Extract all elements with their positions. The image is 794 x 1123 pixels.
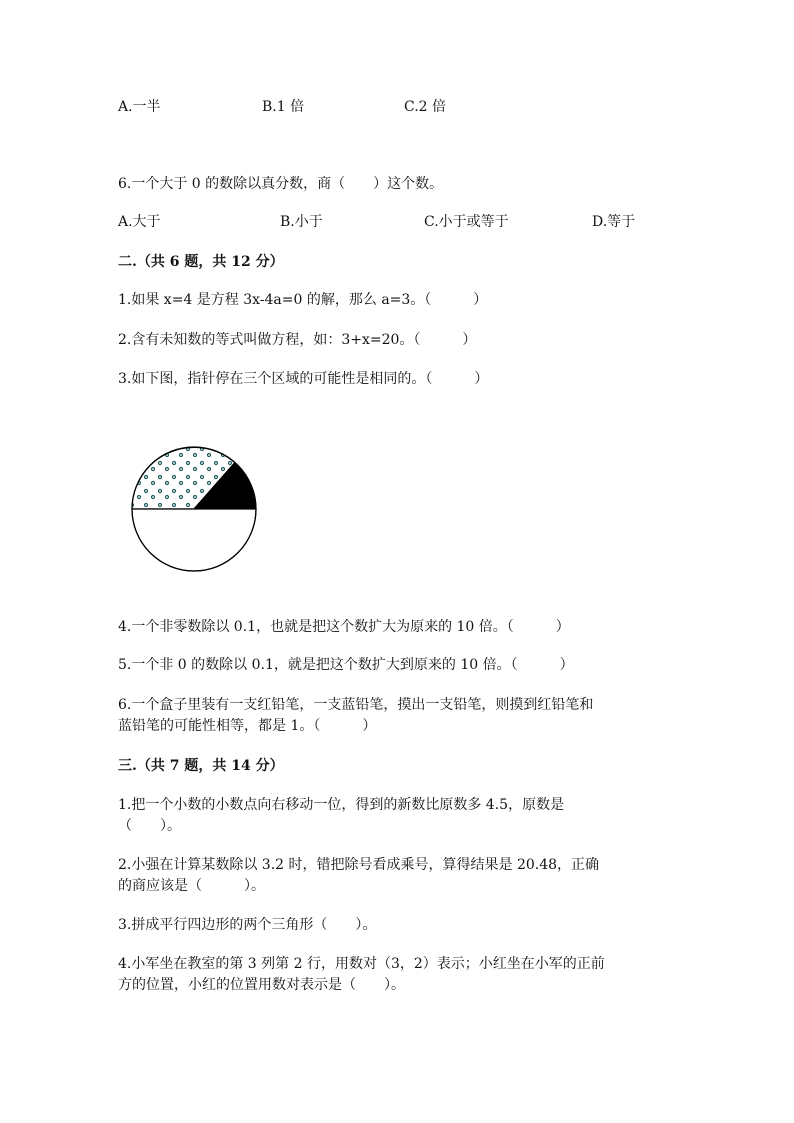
question-6: 6.一个大于 0 的数除以真分数，商（ ）这个数。	[118, 176, 444, 192]
s3-question-4-line-2: 方的位置，小红的位置用数对表示是（ ）。	[118, 977, 405, 993]
s2-question-4: 4.一个非零数除以 0.1，也就是把这个数扩大为原来的 10 倍。（ ）	[118, 619, 570, 635]
s3-question-2-line-1: 2.小强在计算某数除以 3.2 时，错把除号看成乘号，算得结果是 20.48，正确	[118, 857, 600, 873]
s2-question-1: 1.如果 x=4 是方程 3x-4a=0 的解，那么 a=3。（ ）	[118, 292, 488, 308]
q6-option-a: A.大于	[118, 214, 161, 230]
q6-option-d: D.等于	[592, 214, 636, 230]
option-a: A.一半	[118, 99, 161, 115]
s2-question-6-line-1: 6.一个盒子里装有一支红铅笔，一支蓝铅笔，摸出一支铅笔，则摸到红铅笔和	[118, 697, 594, 713]
white-half	[132, 509, 256, 571]
s3-question-2-line-2: 的商应该是（ ）。	[118, 878, 265, 894]
section-2-title: 二.（共 6 题，共 12 分）	[118, 254, 284, 270]
s2-question-2: 2.含有未知数的等式叫做方程，如：3+x=20。（ ）	[118, 332, 477, 348]
s3-question-1-line-1: 1.把一个小数的小数点向右移动一位，得到的新数比原数多 4.5，原数是	[118, 797, 565, 813]
s3-question-4-line-1: 4.小军坐在教室的第 3 列第 2 行，用数对（3，2）表示；小红坐在小军的正前	[118, 956, 605, 972]
spinner-pie-figure	[128, 445, 260, 577]
s2-question-5: 5.一个非 0 的数除以 0.1，就是把这个数扩大到原来的 10 倍。（ ）	[118, 657, 574, 673]
s2-question-6-line-2: 蓝铅笔的可能性相等，都是 1。（ ）	[118, 718, 377, 734]
q6-option-b: B.小于	[280, 214, 323, 230]
section-3-title: 三.（共 7 题，共 14 分）	[118, 758, 284, 774]
s3-question-3: 3.拼成平行四边形的两个三角形（ ）。	[118, 917, 377, 933]
s3-question-1-line-2: （ ）。	[118, 818, 181, 834]
s2-question-3: 3.如下图，指针停在三个区域的可能性是相同的。（ ）	[118, 371, 489, 387]
q6-option-c: C.小于或等于	[424, 214, 509, 230]
option-b: B.1 倍	[262, 99, 305, 115]
option-c: C.2 倍	[404, 99, 447, 115]
